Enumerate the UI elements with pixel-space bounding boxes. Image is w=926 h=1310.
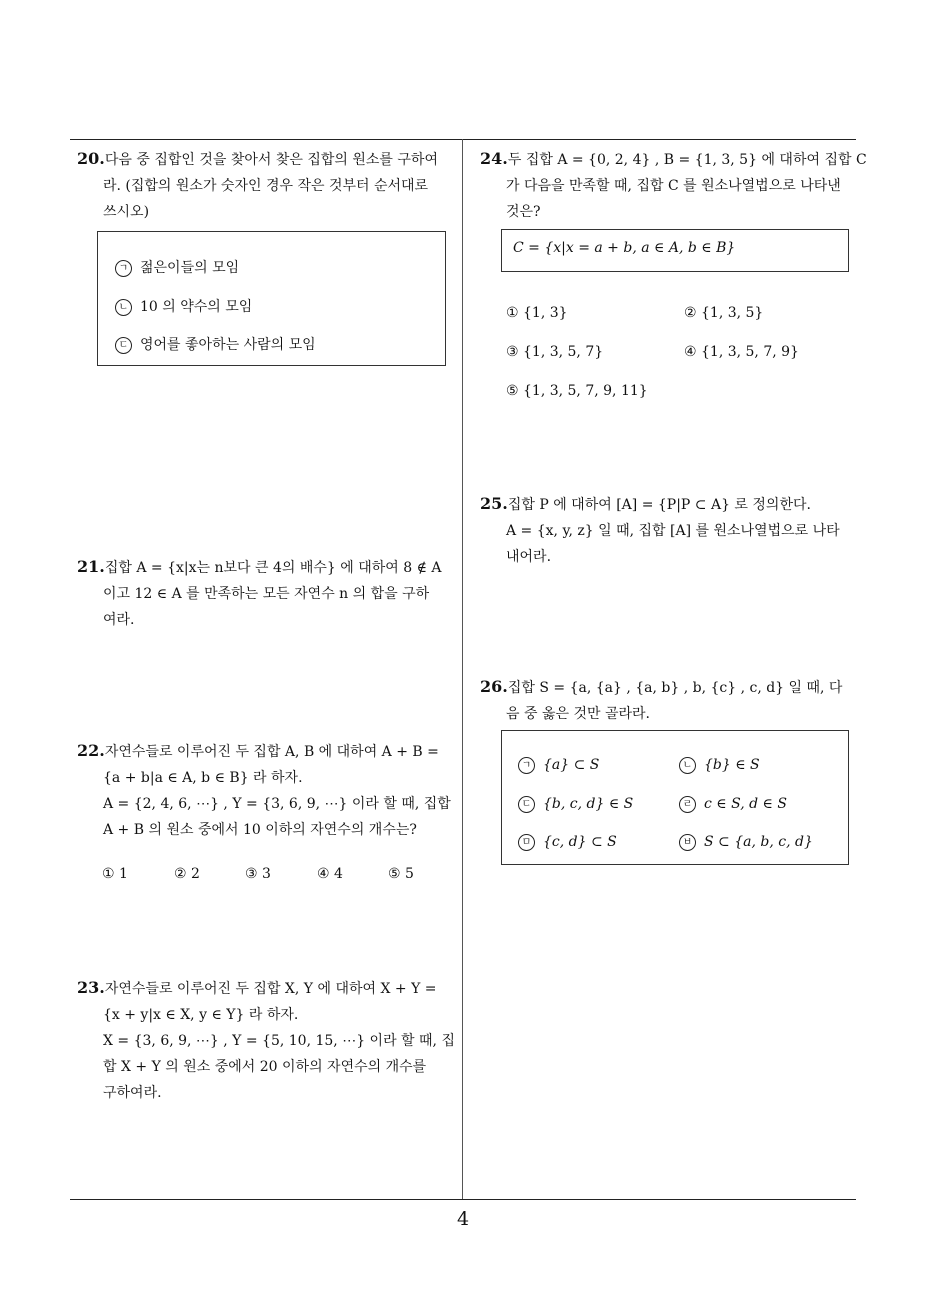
question-text: 여라. bbox=[103, 612, 135, 628]
question-number: 20. bbox=[77, 149, 105, 168]
question-number: 22. bbox=[77, 741, 105, 760]
choice-4: ④ 4 bbox=[317, 866, 343, 882]
question-number: 25. bbox=[480, 494, 508, 513]
question-text: 것은? bbox=[506, 204, 541, 220]
question-text: A + B 의 원소 중에서 10 이하의 자연수의 개수는? bbox=[103, 822, 417, 838]
circled-mark: ㄷ bbox=[518, 796, 535, 813]
list-item: ㄷ {b, c, d} ∈ S bbox=[518, 796, 633, 813]
question-text: 가 다음을 만족할 때, 집합 C 를 원소나열법으로 나타낸 bbox=[506, 178, 841, 194]
question-25 bbox=[480, 491, 860, 570]
question-text: 쓰시오) bbox=[103, 204, 150, 220]
circled-mark: ㄴ bbox=[115, 299, 132, 316]
choice-3: ③ {1, 3, 5, 7} bbox=[506, 344, 604, 360]
question-number: 26. bbox=[480, 677, 508, 696]
question-text: 두 집합 A = {0, 2, 4} , B = {1, 3, 5} 에 대하여 집합 C bbox=[507, 152, 867, 168]
question-26 bbox=[480, 674, 860, 727]
list-item: ㅁ {c, d} ⊂ S bbox=[518, 834, 617, 851]
top-rule bbox=[70, 139, 856, 140]
circled-mark: ㅂ bbox=[679, 834, 696, 851]
question-text: 자연수들로 이루어진 두 집합 A, B 에 대하여 A + B = bbox=[104, 744, 439, 760]
question-number: 24. bbox=[480, 149, 508, 168]
choice-1: ① {1, 3} bbox=[506, 305, 568, 321]
list-item: ㄴ {b} ∈ S bbox=[679, 757, 760, 774]
bottom-rule bbox=[70, 1199, 856, 1200]
question-text: A = {2, 4, 6, ⋯} , Y = {3, 6, 9, ⋯} 이라 할 때, 집합 bbox=[103, 796, 451, 812]
list-item: ㄴ 10 의 약수의 모임 bbox=[115, 296, 252, 316]
circled-mark: ㄱ bbox=[518, 757, 535, 774]
question-text: 집합 S = {a, {a} , {a, b} , b, {c} , c, d} 일 때, 다 bbox=[507, 680, 843, 696]
question-text: 내어라. bbox=[506, 549, 552, 565]
question-number: 21. bbox=[77, 557, 105, 576]
question-text: 집합 P 에 대하여 [A] = {P|P ⊂ A} 로 정의한다. bbox=[507, 497, 811, 513]
question-text: X = {3, 6, 9, ⋯} , Y = {5, 10, 15, ⋯} 이라 할 때, 집 bbox=[103, 1033, 455, 1049]
list-item: ㄷ 영어를 좋아하는 사람의 모임 bbox=[115, 334, 316, 354]
list-item: ㄱ 젊은이들의 모임 bbox=[115, 257, 239, 277]
page-number: 4 bbox=[456, 1208, 470, 1230]
question-text: 합 X + Y 의 원소 중에서 20 이하의 자연수의 개수를 bbox=[103, 1059, 427, 1075]
column-divider bbox=[462, 139, 463, 1199]
question-text: 다음 중 집합인 것을 찾아서 찾은 집합의 원소를 구하여 bbox=[104, 152, 438, 168]
choice-4: ④ {1, 3, 5, 7, 9} bbox=[684, 344, 799, 360]
question-text: 자연수들로 이루어진 두 집합 X, Y 에 대하여 X + Y = bbox=[104, 981, 437, 997]
question-21 bbox=[77, 554, 457, 633]
question-text: {x + y|x ∈ X, y ∈ Y} 라 하자. bbox=[103, 1007, 299, 1023]
question-text: 라. (집합의 원소가 숫자인 경우 작은 것부터 순서대로 bbox=[103, 178, 429, 194]
choice-2: ② 2 bbox=[174, 866, 200, 882]
choice-1: ① 1 bbox=[102, 866, 128, 882]
list-item: ㅂ S ⊂ {a, b, c, d} bbox=[679, 834, 813, 851]
circled-mark: ㄷ bbox=[115, 337, 132, 354]
circled-mark: ㄴ bbox=[679, 757, 696, 774]
circled-mark: ㅁ bbox=[518, 834, 535, 851]
question-24 bbox=[480, 146, 867, 225]
circled-mark: ㄱ bbox=[115, 260, 132, 277]
condition-text: C = {x|x = a + b, a ∈ A, b ∈ B} bbox=[513, 240, 736, 256]
list-item: ㄱ {a} ⊂ S bbox=[518, 757, 599, 774]
list-item: ㄹ c ∈ S, d ∈ S bbox=[679, 796, 787, 813]
question-text: 음 중 옳은 것만 골라라. bbox=[506, 706, 650, 722]
question-text: {a + b|a ∈ A, b ∈ B} 라 하자. bbox=[103, 770, 303, 786]
question-22 bbox=[77, 738, 457, 843]
question-number: 23. bbox=[77, 978, 105, 997]
question-text: 집합 A = {x|x는 n보다 큰 4의 배수} 에 대하여 8 ∉ A bbox=[104, 560, 442, 576]
question-text: 구하여라. bbox=[103, 1085, 162, 1101]
question-23 bbox=[77, 975, 457, 1106]
choice-2: ② {1, 3, 5} bbox=[684, 305, 764, 321]
circled-mark: ㄹ bbox=[679, 796, 696, 813]
choice-3: ③ 3 bbox=[245, 866, 271, 882]
question-20 bbox=[77, 146, 457, 225]
choice-5: ⑤ {1, 3, 5, 7, 9, 11} bbox=[506, 383, 648, 399]
question-text: 이고 12 ∈ A 를 만족하는 모든 자연수 n 의 합을 구하 bbox=[103, 586, 430, 602]
choice-5: ⑤ 5 bbox=[388, 866, 414, 882]
question-text: A = {x, y, z} 일 때, 집합 [A] 를 원소나열법으로 나타 bbox=[506, 523, 840, 539]
